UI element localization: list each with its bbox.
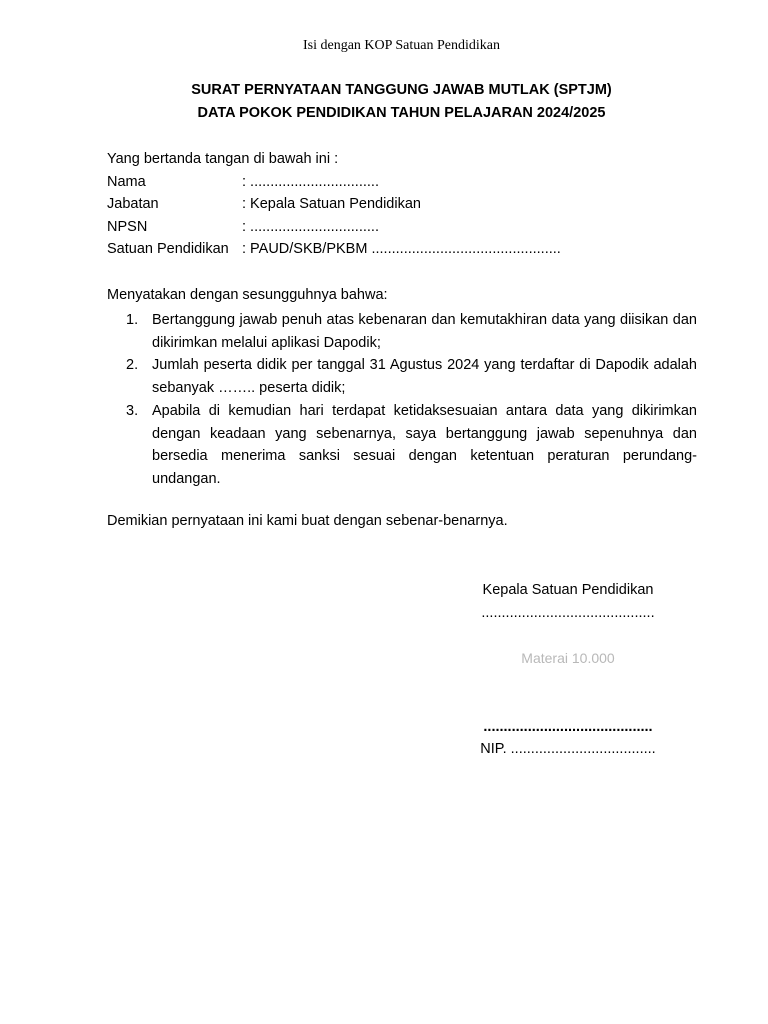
- signatory-name-line: ..........................................: [483, 719, 653, 735]
- kop-placeholder: Isi dengan KOP Satuan Pendidikan: [302, 38, 500, 53]
- field-value: : Kepala Satuan Pendidikan: [242, 196, 421, 212]
- list-text: Bertanggung jawab penuh atas kebenaran dan kemutakhiran data yang diisikan dan dikirimkan melalui aplikasi Dapodik;: [152, 312, 697, 351]
- field-value: : ................................: [242, 174, 379, 190]
- field-label: Nama: [107, 174, 146, 190]
- field-value: : ................................: [242, 219, 379, 235]
- list-text: Apabila di kemudian hari terdapat ketidaksesuaian antara data yang dikirimkan dengan keadaan yang sebenarnya, saya bertanggung jawab sepenuhnya dan bersedia menerima sanksi sesuai dengan ketentuan peraturan perundang-undangan.: [152, 402, 697, 487]
- list-item: [126, 400, 697, 491]
- signature-place-line: ...........................................: [481, 605, 655, 621]
- closing-text: Demikian pernyataan ini kami buat dengan sebenar-benarnya.: [107, 513, 508, 529]
- field-value: : PAUD/SKB/PKBM ...............................................: [242, 241, 561, 257]
- list-number: 2.: [126, 357, 139, 374]
- statement-list: [126, 309, 697, 491]
- statement-text: Menyatakan dengan sesungguhnya bahwa:: [107, 287, 388, 303]
- signatory-role: Kepala Satuan Pendidikan: [482, 582, 654, 598]
- list-item: [126, 354, 697, 399]
- field-label: Jabatan: [107, 196, 159, 212]
- list-text: Jumlah peserta didik per tanggal 31 Agustus 2024 yang terdaftar di Dapodik adalah sebanyak …….. peserta didik;: [152, 357, 697, 397]
- list-number: 1.: [126, 312, 139, 328]
- field-label: Satuan Pendidikan: [107, 241, 229, 257]
- signatory-nip: NIP. ....................................: [480, 741, 656, 757]
- field-label: NPSN: [107, 219, 148, 235]
- document-title: SURAT PERNYATAAN TANGGUNG JAWAB MUTLAK (SPTJM): [191, 82, 612, 98]
- list-number: 3.: [126, 402, 139, 419]
- materai-placeholder: Materai 10.000: [521, 650, 615, 666]
- list-item: [126, 309, 697, 354]
- document-subtitle: DATA POKOK PENDIDIKAN TAHUN PELAJARAN 2024/2025: [197, 105, 606, 121]
- intro-text: Yang bertanda tangan di bawah ini :: [107, 151, 339, 167]
